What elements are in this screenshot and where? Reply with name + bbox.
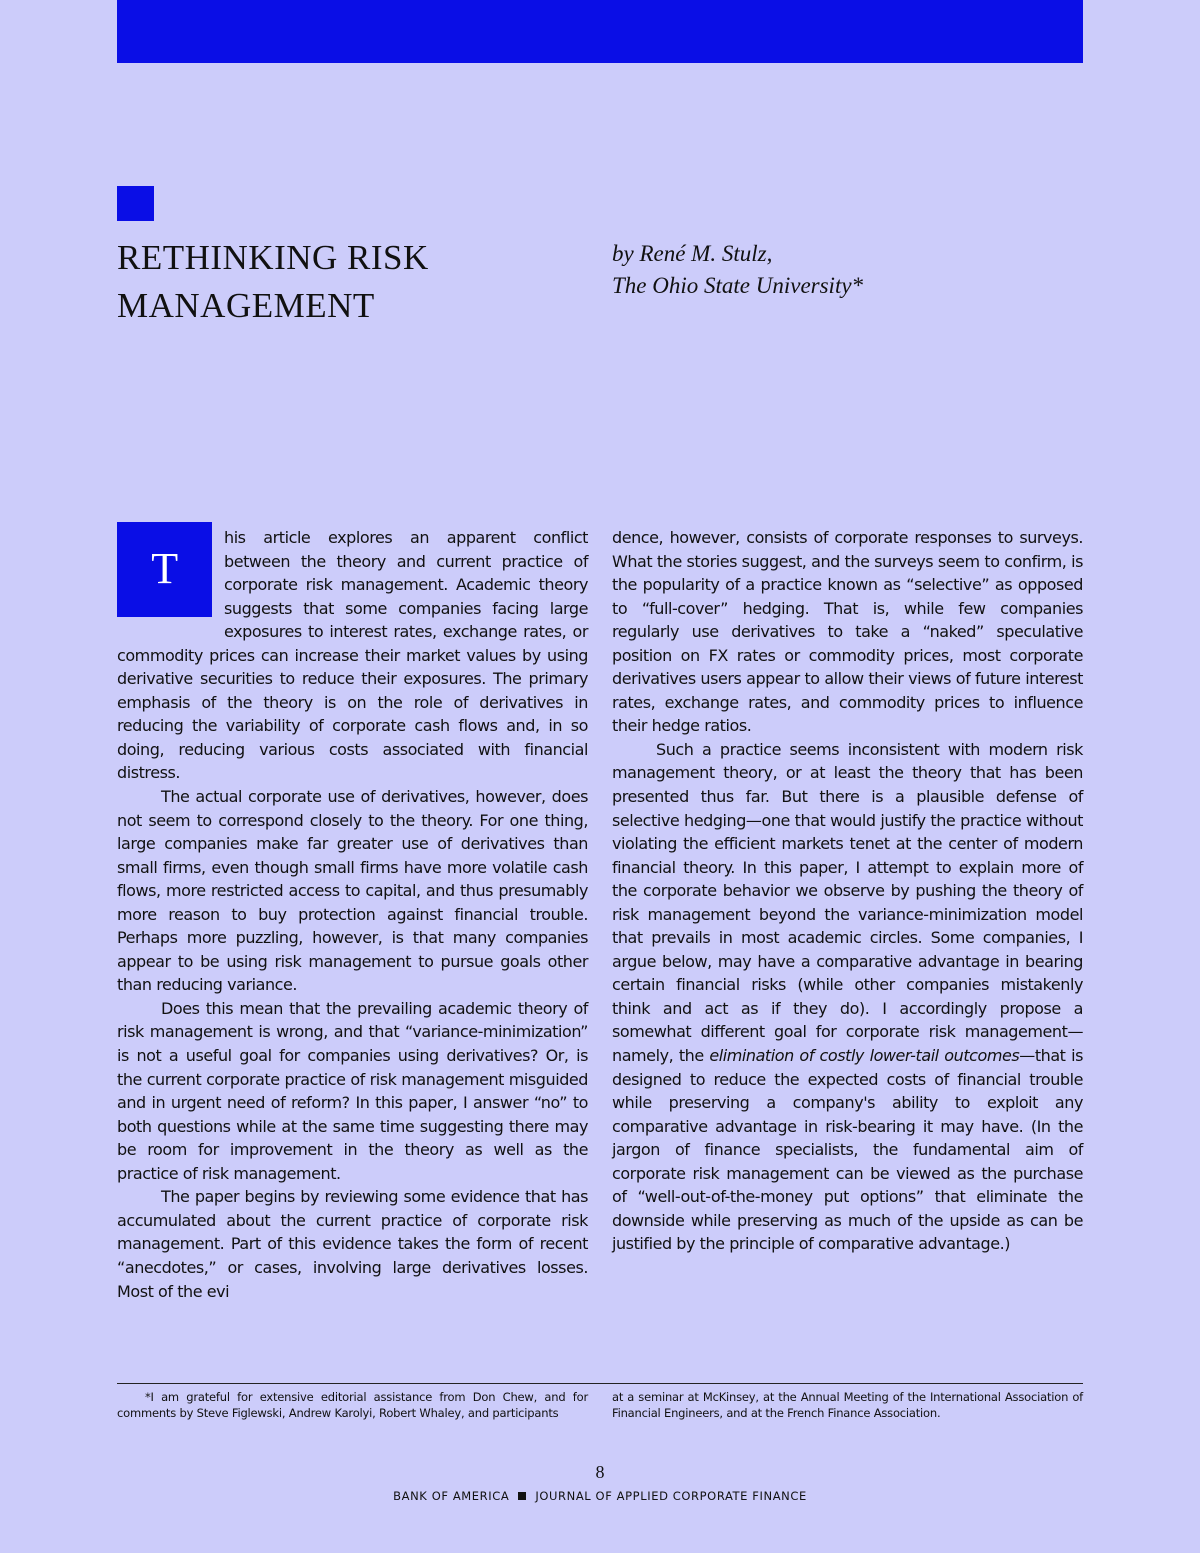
footnote-right: at a seminar at McKinsey, at the Annual Meeting of the International Association of Financial Engineers, and at the French Finance Association. <box>612 1390 1083 1420</box>
paragraph: The paper begins by reviewing some evidence that has accumulated about the current practice of corporate risk management. Part of this evidence takes the form of recent “anecdotes,” or cases, involving large derivatives losses. Most of the evi <box>117 1187 588 1301</box>
paragraph: The actual corporate use of derivatives, however, does not seem to correspond closely to the theory. For one thing, large companies make far greater use of derivatives than small firms, even though small firms have more volatile cash flows, more restricted access to capital, and thus presumably more reason to buy protection against financial trouble. Perhaps more puzzling, however, is that many companies appear to be using risk management to pursue goals other than reducing variance. <box>117 787 588 995</box>
square-separator-icon <box>518 1492 526 1500</box>
drop-cap: T <box>117 522 212 617</box>
author-byline <box>612 238 1083 302</box>
paragraph-text: —that is designed to reduce the expected costs of financial trouble while preserving a company's ability to exploit any comparative advantage in risk-bearing it may have. (In the jargon of finance specialists, the fundamental aim of corporate risk management can be viewed as the purchase of “well-out-of-the-money put options” that eliminate the downside while preserving as much of the upside as can be justified by the principle of comparative advantage.) <box>612 1046 1084 1254</box>
body-column-left <box>117 526 588 1303</box>
article-title <box>117 234 557 330</box>
running-footer <box>0 1489 1200 1503</box>
body-column-right <box>612 526 1083 1256</box>
paragraph: Does this mean that the prevailing academic theory of risk management is wrong, and that “variance-minimization” is not a useful goal for companies using derivatives? Or, is the current corporate practice of risk management misguided and in urgent need of reform? In this paper, I answer “no” to both questions while at the same time suggesting there may be room for improvement in the theory as well as the practice of risk management. <box>117 998 588 1183</box>
footnote-left: *I am grateful for extensive editorial assistance from Don Chew, and for comments by Steve Figlewski, Andrew Karolyi, Robert Whaley, and participants <box>117 1390 588 1420</box>
paragraph <box>117 526 588 785</box>
author-name: by René M. Stulz, <box>612 241 773 266</box>
paragraph-text: his article explores an apparent conflict between the theory and current practice of corporate risk management. Academic theory suggests that some companies facing large exposures to interest rates, exchange rates, or commodity prices can increase their market values by using derivative securities to reduce their exposures. The primary emphasis of the theory is on the role of derivatives in reducing the variability of corporate cash flows and, in so doing, reducing various costs associated with financial distress. <box>117 528 588 783</box>
footnote-divider <box>117 1383 1083 1384</box>
paragraph-text: Such a practice seems inconsistent with modern risk management theory, or at least the theory that has been presented thus far. But there is a plausible defense of selective hedging—one that would justify the practice without violating the efficient markets tenet at the center of modern financial theory. In this paper, I attempt to explain more of the corporate behavior we observe by pushing the theory of risk management beyond the variance-minimization model that prevails in most academic circles. Some companies, I argue below, may have a comparative advantage in bearing certain financial risks (while other companies mistakenly think and act as if they do). I accordingly propose a somewhat different goal for corporate risk management—namely, the <box>612 739 1083 1066</box>
article-title-line-2: MANAGEMENT <box>117 286 375 325</box>
header-color-bar <box>117 0 1083 63</box>
article-title-line-1: RETHINKING RISK <box>117 238 429 277</box>
paragraph: dence, however, consists of corporate responses to surveys. What the stories suggest, and the surveys seem to confirm, is the popularity of a practice known as “selective” as opposed to “full-cover” hedging. That is, while few companies regularly use derivatives to take a “naked” speculative position on FX rates or commodity prices, most corporate derivatives users appear to allow their views of future interest rates, exchange rates, and commodity prices to influence their hedge ratios. <box>612 528 1083 736</box>
paragraph <box>612 738 1083 1256</box>
journal-name: JOURNAL OF APPLIED CORPORATE FINANCE <box>535 1489 807 1503</box>
publisher-name: BANK OF AMERICA <box>393 1489 510 1503</box>
author-affiliation: The Ohio State University* <box>612 273 864 298</box>
section-square-marker <box>117 186 154 221</box>
page-number: 8 <box>595 1462 605 1482</box>
emphasized-phrase: elimination of costly lower-tail outcomes <box>709 1046 1020 1066</box>
